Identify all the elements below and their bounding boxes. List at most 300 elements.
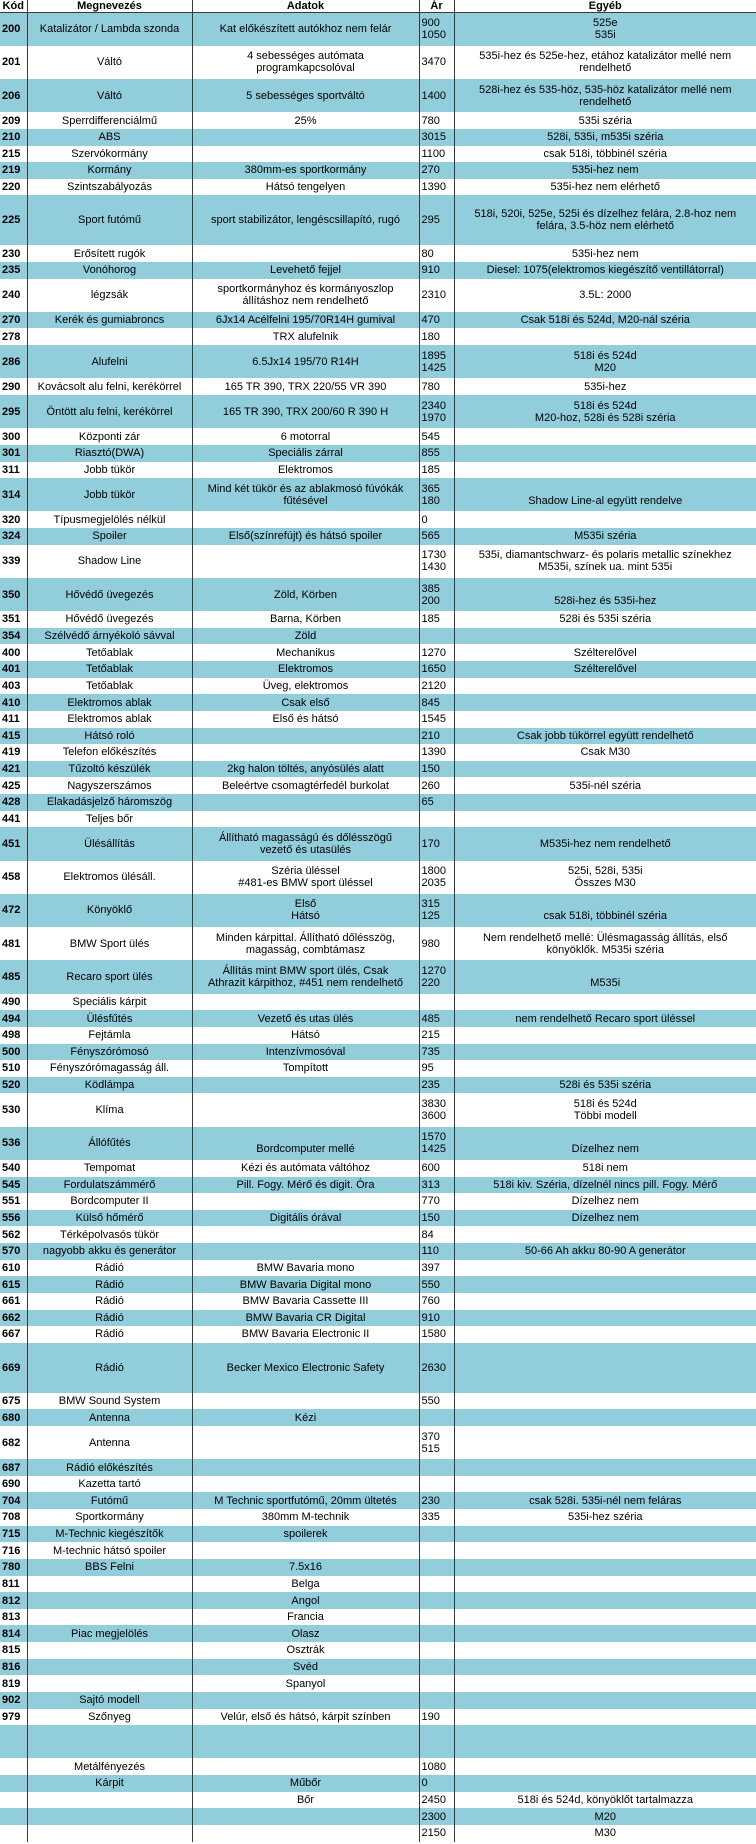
price-cell: 565 (419, 528, 454, 545)
notes-cell-line: 518i és 524d (573, 1098, 637, 1110)
notes-cell (454, 1260, 756, 1277)
data-cell-line: állításhoz nem rendelhető (242, 295, 369, 308)
data-cell: Mechanikus (192, 644, 419, 661)
data-cell-line: Állítás mint BMW sport ülés, Csak (222, 964, 389, 977)
kod-cell: 510 (0, 1060, 27, 1077)
name-cell: Alufelni (27, 345, 192, 378)
name-cell: Telefon előkészítés (27, 744, 192, 761)
kod-cell: 485 (0, 960, 27, 993)
name-cell: Tetőablak (27, 661, 192, 678)
price-cell-line: 220 (421, 976, 440, 989)
table-row (0, 1675, 756, 1692)
data-cell-line: fűtésével (283, 494, 328, 507)
kod-cell: 481 (0, 927, 27, 960)
data-cell (192, 894, 419, 927)
notes-cell: csak 518i, többinél széria (454, 146, 756, 163)
name-cell: M-technic hátsó spoiler (27, 1542, 192, 1559)
price-cell: 1100 (419, 146, 454, 163)
kod-cell: 716 (0, 1542, 27, 1559)
notes-cell-line (457, 583, 755, 595)
data-cell-line: Mind két tükör és az ablakmosó fúvókák (207, 482, 404, 495)
price-cell: 235 (419, 1077, 454, 1094)
price-cell-line: 1570 (421, 1131, 446, 1144)
notes-cell (454, 545, 756, 578)
notes-cell (454, 195, 756, 245)
kod-cell (0, 1758, 27, 1775)
notes-cell-line: 525e (593, 17, 618, 30)
notes-cell: M535i széria (454, 528, 756, 545)
data-cell: Kat előkészített autókhoz nem felár (192, 13, 419, 46)
kod-cell (0, 1825, 27, 1842)
data-cell-line: Bordcomputer mellé (256, 1143, 355, 1156)
notes-cell-line: 525i, 528i, 535i (567, 865, 643, 878)
table-row (0, 1276, 756, 1293)
header-ar: Ár (419, 0, 454, 13)
data-cell (192, 1243, 419, 1260)
notes-cell: Dízelhez nem (454, 1193, 756, 1210)
notes-cell-line: M20 (594, 361, 616, 374)
data-cell: sport stabilizátor, lengéscsillapító, rugó (192, 195, 419, 245)
table-row (0, 162, 756, 179)
notes-cell-line: M20-hoz, 528i és 528i széria (534, 411, 676, 424)
name-cell: Hővédő üvegezés (27, 611, 192, 628)
kod-cell: 667 (0, 1326, 27, 1343)
price-cell: 2450 (419, 1792, 454, 1809)
price-cell (419, 1576, 454, 1593)
table-row (0, 112, 756, 129)
kod-cell: 472 (0, 894, 27, 927)
price-cell: 170 (419, 827, 454, 860)
kod-cell: 441 (0, 811, 27, 828)
data-cell: Műbőr (192, 1775, 419, 1792)
notes-cell (454, 428, 756, 445)
notes-cell (454, 13, 756, 46)
notes-cell (454, 1576, 756, 1593)
table-row (0, 129, 756, 146)
data-cell: 5 sebességes sportváltó (192, 79, 419, 112)
data-cell (192, 545, 419, 578)
price-cell (419, 545, 454, 578)
name-cell: Erősített rugók (27, 245, 192, 262)
notes-cell-line: 535i, diamantschwarz- és polaris metallic színekhez (478, 549, 732, 562)
notes-cell (454, 578, 756, 611)
price-cell-line: 3600 (421, 1110, 446, 1122)
notes-cell: Dízelhez nem (454, 1210, 756, 1227)
price-cell: 230 (419, 1492, 454, 1509)
name-cell: Antenna (27, 1426, 192, 1459)
table-row (0, 678, 756, 695)
kod-cell: 428 (0, 794, 27, 811)
price-cell: 0 (419, 511, 454, 528)
name-cell: Nagyszerszámos (27, 777, 192, 794)
kod-cell: 662 (0, 1310, 27, 1327)
data-cell (192, 1093, 419, 1126)
price-cell-line: 125 (421, 910, 440, 923)
notes-cell: Diesel: 1075(elektromos kiegészítő ventillátorral) (454, 262, 756, 279)
notes-cell-line: 528i-hez és 535i-hez (554, 594, 657, 607)
data-cell: BMW Bavaria mono (192, 1260, 419, 1277)
kod-cell: 301 (0, 445, 27, 462)
table-row (0, 1509, 756, 1526)
name-cell: Sportkormány (27, 1509, 192, 1526)
data-cell: Belga (192, 1576, 419, 1593)
name-cell: Fényszórómosó (27, 1044, 192, 1061)
table-row (0, 1725, 756, 1758)
price-cell: 110 (419, 1243, 454, 1260)
header-row (0, 0, 756, 13)
price-cell-line: 900 (421, 17, 440, 30)
name-cell: Állófűtés (27, 1127, 192, 1160)
kod-cell: 225 (0, 195, 27, 245)
kod-cell: 687 (0, 1459, 27, 1476)
notes-cell: 535i-hez nem (454, 162, 756, 179)
notes-cell: Csak 518i és 524d, M20-nál széria (454, 312, 756, 329)
kod-cell: 815 (0, 1642, 27, 1659)
price-cell: 780 (419, 112, 454, 129)
data-cell (192, 994, 419, 1011)
data-cell-line: Hátsó (291, 910, 320, 923)
data-cell-line: 4 sebességes autómata (247, 50, 364, 63)
data-cell (192, 1226, 419, 1243)
name-cell: Elektromos ablak (27, 694, 192, 711)
data-cell: Zöld, Körben (192, 578, 419, 611)
data-cell: Tompított (192, 1060, 419, 1077)
notes-cell-line (457, 965, 755, 977)
kod-cell: 270 (0, 312, 27, 329)
data-cell (192, 1692, 419, 1709)
name-cell: Típusmegjelölés nélkül (27, 511, 192, 528)
price-cell (419, 1692, 454, 1709)
table-row (0, 279, 756, 312)
table-row (0, 428, 756, 445)
data-cell (192, 827, 419, 860)
notes-cell-line: 535i (594, 29, 616, 42)
data-cell: Kézi (192, 1409, 419, 1426)
notes-cell (454, 960, 756, 993)
notes-cell: 535i-hez nem (454, 245, 756, 262)
table-row (0, 345, 756, 378)
price-cell: 180 (419, 328, 454, 345)
kod-cell: 819 (0, 1675, 27, 1692)
notes-cell-line: M535i, színek ua. mint 535i (538, 561, 673, 574)
data-cell: Üveg, elektromos (192, 678, 419, 695)
kod-cell: 500 (0, 1044, 27, 1061)
kod-cell: 570 (0, 1243, 27, 1260)
table-row (0, 1476, 756, 1493)
price-cell (419, 13, 454, 46)
data-cell: Osztrák (192, 1642, 419, 1659)
notes-cell: 528i és 535i széria (454, 611, 756, 628)
price-cell (419, 628, 454, 645)
data-cell (192, 46, 419, 79)
data-cell (192, 1476, 419, 1493)
price-cell: 1580 (419, 1326, 454, 1343)
price-cell: 855 (419, 445, 454, 462)
data-cell: Olasz (192, 1625, 419, 1642)
name-cell: légzsák (27, 279, 192, 312)
kod-cell: 235 (0, 262, 27, 279)
kod-cell (0, 1792, 27, 1809)
price-cell: 84 (419, 1226, 454, 1243)
price-cell-line: 1430 (421, 561, 446, 574)
kod-cell: 295 (0, 395, 27, 428)
kod-cell: 545 (0, 1177, 27, 1194)
kod-cell: 210 (0, 129, 27, 146)
notes-cell (454, 46, 756, 79)
price-cell: 470 (419, 312, 454, 329)
notes-cell-line (457, 483, 755, 495)
name-cell: BBS Felni (27, 1559, 192, 1576)
table-row (0, 960, 756, 993)
data-cell: Bőr (192, 1792, 419, 1809)
notes-cell-line: M535i (590, 976, 621, 989)
table-row (0, 1177, 756, 1194)
table-row (0, 1343, 756, 1393)
data-cell: 25% (192, 112, 419, 129)
kod-cell: 209 (0, 112, 27, 129)
notes-cell (454, 1542, 756, 1559)
notes-cell (454, 1526, 756, 1543)
table-row (0, 245, 756, 262)
kod-cell: 415 (0, 728, 27, 745)
data-cell (192, 1825, 419, 1842)
name-cell: Spoiler (27, 528, 192, 545)
table-row (0, 994, 756, 1011)
name-cell: Szintszabályozás (27, 179, 192, 196)
price-cell: 550 (419, 1276, 454, 1293)
name-cell: Elektromos ülésáll. (27, 861, 192, 894)
kod-cell: 540 (0, 1160, 27, 1177)
name-cell: Fordulatszámmérő (27, 1177, 192, 1194)
data-cell-line: Első (294, 898, 317, 911)
notes-cell-line: 518i és 524d (573, 349, 637, 362)
notes-cell: 528i és 535i széria (454, 1077, 756, 1094)
name-cell: Hővédő üvegezés (27, 578, 192, 611)
name-cell: M-Technic kiegészítők (27, 1526, 192, 1543)
data-cell (192, 1758, 419, 1775)
data-cell (192, 146, 419, 163)
data-cell: Francia (192, 1609, 419, 1626)
price-cell (419, 861, 454, 894)
price-cell: 600 (419, 1160, 454, 1177)
name-cell: BMW Sound System (27, 1393, 192, 1410)
data-cell-line: Állítható magasságú és dőlésszögű (218, 831, 393, 844)
table-row (0, 1792, 756, 1809)
notes-cell: Szélterelővel (454, 644, 756, 661)
data-cell: BMW Bavaria Cassette III (192, 1293, 419, 1310)
kod-cell: 490 (0, 994, 27, 1011)
kod-cell: 556 (0, 1210, 27, 1227)
data-cell: 165 TR 390, TRX 200/60 R 390 H (192, 395, 419, 428)
price-cell: 770 (419, 1193, 454, 1210)
data-cell: spoilerek (192, 1526, 419, 1543)
price-cell: 2310 (419, 279, 454, 312)
data-cell (192, 960, 419, 993)
data-cell (192, 129, 419, 146)
table-row (0, 1077, 756, 1094)
data-cell: BMW Bavaria Electronic II (192, 1326, 419, 1343)
kod-cell: 562 (0, 1226, 27, 1243)
table-row (0, 1592, 756, 1609)
price-cell-line: 515 (421, 1442, 440, 1455)
data-cell-line: magasság, combtámasz (245, 943, 366, 956)
table-row (0, 794, 756, 811)
kod-cell: 814 (0, 1625, 27, 1642)
price-cell: 910 (419, 262, 454, 279)
notes-cell (454, 462, 756, 479)
notes-cell (454, 1476, 756, 1493)
notes-cell: M30 (454, 1825, 756, 1842)
kod-cell: 458 (0, 861, 27, 894)
name-cell: Fényszórómagasság áll. (27, 1060, 192, 1077)
table-row (0, 628, 756, 645)
price-cell (419, 1542, 454, 1559)
data-cell (192, 1393, 419, 1410)
kod-cell: 230 (0, 245, 27, 262)
name-cell (27, 328, 192, 345)
kod-cell: 715 (0, 1526, 27, 1543)
data-cell (192, 811, 419, 828)
table-row (0, 1709, 756, 1726)
kod-cell: 421 (0, 761, 27, 778)
name-cell: Rádió (27, 1310, 192, 1327)
price-cell: 780 (419, 378, 454, 395)
name-cell (27, 1808, 192, 1825)
data-cell: Intenzívmosóval (192, 1044, 419, 1061)
notes-cell (454, 1459, 756, 1476)
table-row (0, 146, 756, 163)
table-row (0, 578, 756, 611)
price-cell: 150 (419, 761, 454, 778)
kod-cell: 201 (0, 46, 27, 79)
data-cell: 165 TR 390, TRX 220/55 VR 390 (192, 378, 419, 395)
data-cell: Elektromos (192, 661, 419, 678)
notes-cell: 535i-hez nem elérhető (454, 179, 756, 196)
notes-cell: nem rendelhető Recaro sport üléssel (454, 1010, 756, 1027)
table-row (0, 1326, 756, 1343)
notes-cell: 535i-hez (454, 378, 756, 395)
data-cell: Angol (192, 1592, 419, 1609)
name-cell: Szőnyeg (27, 1709, 192, 1726)
table-row (0, 761, 756, 778)
price-cell: 980 (419, 927, 454, 960)
name-cell: Fejtámla (27, 1027, 192, 1044)
table-row (0, 1576, 756, 1593)
price-cell (419, 578, 454, 611)
name-cell: Riasztó(DWA) (27, 445, 192, 462)
name-cell: Hátsó roló (27, 728, 192, 745)
notes-cell (454, 894, 756, 927)
kod-cell (0, 1775, 27, 1792)
price-cell: 545 (419, 428, 454, 445)
data-cell-line (195, 1131, 417, 1143)
name-cell: Szélvédő árnyékoló sávval (27, 628, 192, 645)
notes-cell (454, 395, 756, 428)
data-cell (192, 279, 419, 312)
table-row (0, 1160, 756, 1177)
price-cell (419, 1675, 454, 1692)
name-cell: Shadow Line (27, 545, 192, 578)
name-cell: Sport futómű (27, 195, 192, 245)
table-row (0, 1659, 756, 1676)
table-row (0, 1808, 756, 1825)
data-cell-line: Széria üléssel (271, 865, 340, 878)
price-cell: 260 (419, 777, 454, 794)
notes-cell-line: rendelhető (579, 62, 632, 75)
data-cell: Velúr, első és hátsó, kárpit színben (192, 1709, 419, 1726)
data-cell: Elektromos (192, 462, 419, 479)
data-cell-line: Minden kárpittal. Állítható dőlésszög, (215, 931, 396, 944)
data-cell (192, 1725, 419, 1758)
table-row (0, 378, 756, 395)
notes-cell (454, 1659, 756, 1676)
data-cell: 2kg halon töltés, anyósülés alatt (192, 761, 419, 778)
price-cell (419, 1426, 454, 1459)
notes-cell (454, 678, 756, 695)
data-cell: Hátsó tengelyen (192, 179, 419, 196)
kod-cell: 708 (0, 1509, 27, 1526)
name-cell: Ülésfűtés (27, 1010, 192, 1027)
table-row (0, 1526, 756, 1543)
name-cell: Sperrdifferenciálmű (27, 112, 192, 129)
data-cell (192, 1127, 419, 1160)
data-cell: Első és hátsó (192, 711, 419, 728)
kod-cell: 286 (0, 345, 27, 378)
price-cell (419, 1625, 454, 1642)
name-cell: Jobb tükör (27, 462, 192, 479)
price-cell-line: 1970 (421, 411, 446, 424)
notes-cell-line: 518i és 524d (573, 399, 637, 412)
price-cell: 2150 (419, 1825, 454, 1842)
kod-cell: 403 (0, 678, 27, 695)
kod-cell: 816 (0, 1659, 27, 1676)
notes-cell: 50-66 Ah akku 80-90 A generátor (454, 1243, 756, 1260)
kod-cell: 400 (0, 644, 27, 661)
notes-cell-line: könyöklők. M535i széria (546, 943, 664, 956)
notes-cell-line: Nem rendelhető mellé: Ülésmagasság állítás, első (482, 931, 728, 944)
table-row (0, 728, 756, 745)
kod-cell: 320 (0, 511, 27, 528)
notes-cell (454, 1642, 756, 1659)
table-row (0, 511, 756, 528)
notes-cell (454, 994, 756, 1011)
notes-cell (454, 1709, 756, 1726)
price-cell (419, 960, 454, 993)
name-cell: nagyobb akku és generátor (27, 1243, 192, 1260)
notes-cell-line: csak 518i, többinél széria (543, 910, 667, 923)
table-row (0, 328, 756, 345)
data-cell: Hátsó (192, 1027, 419, 1044)
kod-cell: 240 (0, 279, 27, 312)
data-cell: Levehető fejjel (192, 262, 419, 279)
table-row (0, 1758, 756, 1775)
table-row (0, 1093, 756, 1126)
name-cell: Tetőablak (27, 678, 192, 695)
kod-cell: 200 (0, 13, 27, 46)
price-cell: 1545 (419, 711, 454, 728)
price-cell: 215 (419, 1027, 454, 1044)
kod-cell: 311 (0, 462, 27, 479)
table-row (0, 1127, 756, 1160)
price-cell: 1650 (419, 661, 454, 678)
data-cell (192, 927, 419, 960)
name-cell: Rádió (27, 1326, 192, 1343)
notes-cell: 528i, 535i, m535i széria (454, 129, 756, 146)
name-cell (27, 1675, 192, 1692)
name-cell: Kárpit (27, 1775, 192, 1792)
name-cell: Vonóhorog (27, 262, 192, 279)
kod-cell: 354 (0, 628, 27, 645)
